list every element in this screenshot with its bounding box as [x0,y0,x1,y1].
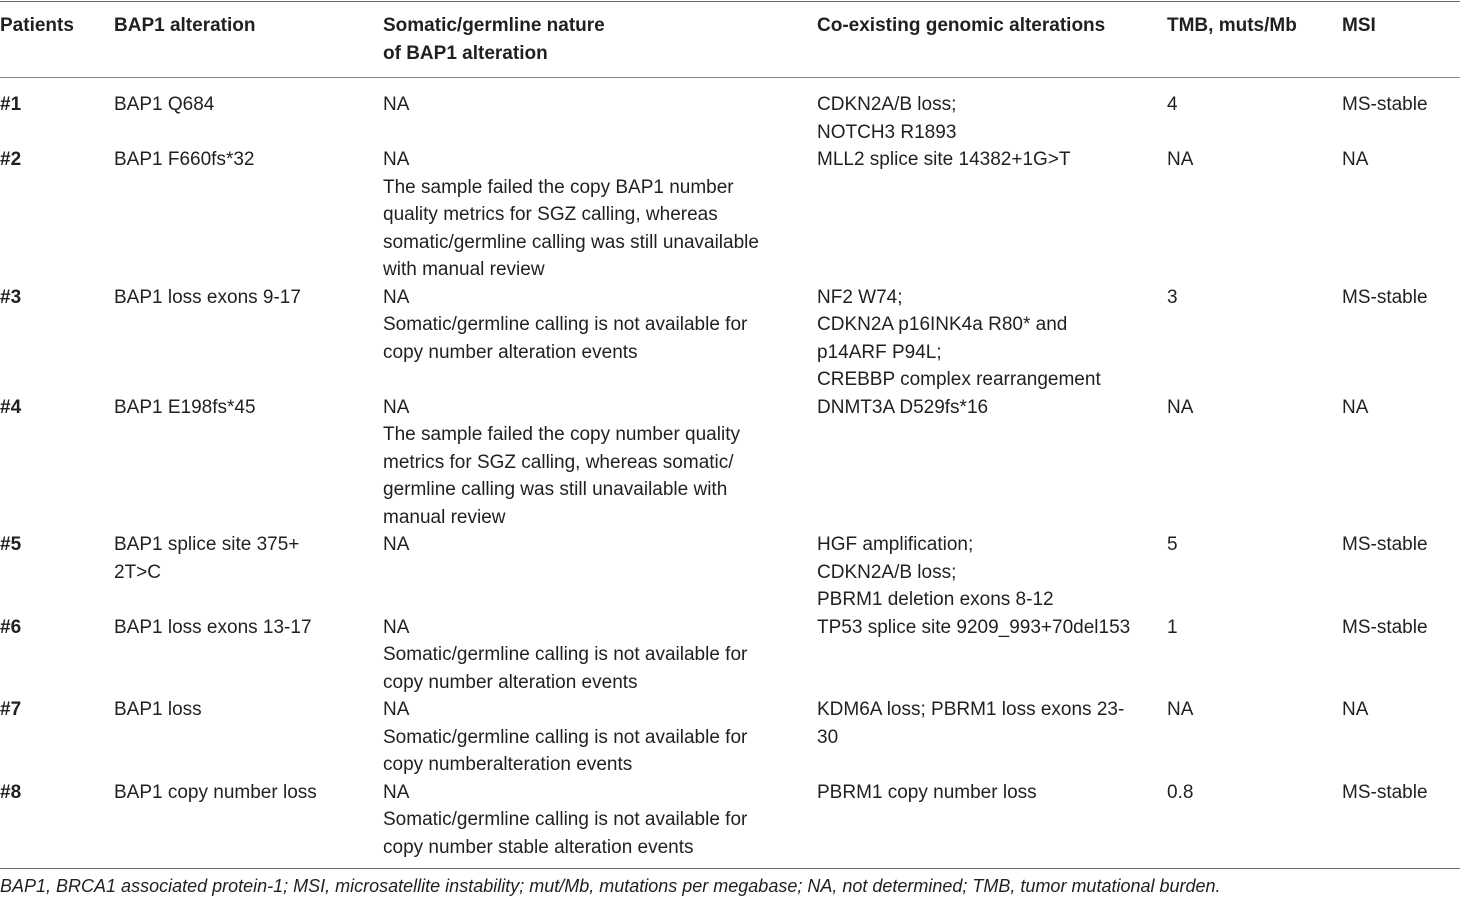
cell-somatic-line: Somatic/germline calling is not available for [383,809,748,830]
cell-msi: NA [1342,699,1369,720]
cell-somatic-line: somatic/germline calling was still unavailable [383,231,759,253]
cell-tmb: 0.8 [1167,781,1194,803]
cell-coexisting [817,78,1167,146]
table-header [0,0,1460,78]
cell-somatic-line: manual review [383,506,506,528]
cell-coexisting [817,284,1167,394]
cell-somatic-line: NA [383,616,410,638]
cell-bap1-line: BAP1 Q684 [114,94,215,115]
cell-tmb: NA [1167,699,1194,720]
cell-somatic-line: NA [383,286,410,308]
cell-coexisting-line: CREBBP complex rearrangement [817,369,1101,390]
cell-coexisting [817,696,1167,779]
cell-msi: MS-stable [1342,94,1428,115]
cell-tmb: 3 [1167,286,1178,308]
cell-patient: #4 [0,396,22,418]
table-row [0,696,1460,779]
cell-bap1 [114,78,383,146]
cell-coexisting-line: NOTCH3 R1893 [817,121,957,143]
table-row [0,78,1460,146]
cell-somatic-line: NA [383,396,410,418]
cell-coexisting [817,779,1167,862]
table-row [0,146,1460,284]
cell-bap1-line: BAP1 copy number loss [114,781,317,803]
header-tmb: TMB, muts/Mb [1167,15,1297,36]
cell-bap1-line: BAP1 F660fs*32 [114,149,255,170]
cell-patient: #7 [0,699,22,720]
cell-coexisting-line: CDKN2A/B loss; [817,94,957,115]
cell-somatic-line: copy number alteration events [383,671,638,693]
cell-bap1-line: 2T>C [114,561,161,583]
cell-bap1 [114,779,383,862]
cell-somatic-line: with manual review [383,259,545,280]
cell-somatic [383,78,817,146]
cell-coexisting-line: HGF amplification; [817,534,974,555]
cell-coexisting-line: p14ARF P94L; [817,341,942,363]
header-coexisting: Co-existing genomic alterations [817,15,1106,36]
cell-somatic-line: The sample failed the copy number quality [383,424,740,445]
cell-coexisting-line: NF2 W74; [817,286,903,308]
cell-somatic-line: Somatic/germline calling is not available for [383,644,748,665]
cell-bap1 [114,284,383,394]
cell-bap1-line: BAP1 loss exons 9-17 [114,286,301,308]
cell-patient: #3 [0,286,22,308]
cell-bap1 [114,614,383,697]
cell-coexisting [817,531,1167,614]
cell-somatic-line: copy number stable alteration events [383,836,694,858]
cell-coexisting-line: KDM6A loss; PBRM1 loss exons 23- [817,699,1125,720]
cell-somatic-line: NA [383,534,410,555]
cell-coexisting-line: CDKN2A/B loss; [817,561,957,583]
header-somatic-germline [383,0,817,78]
cell-bap1 [114,696,383,779]
cell-msi: MS-stable [1342,286,1428,308]
cell-coexisting-line: PBRM1 copy number loss [817,781,1037,803]
cell-bap1 [114,146,383,284]
table-footnote: BAP1, BRCA1 associated protein-1; MSI, microsatellite instability; mut/Mb, mutations per megabase; NA, not determined; TMB, tumor mutational burden. [0,876,1221,896]
cell-somatic-line: metrics for SGZ calling, whereas somatic/ [383,451,734,473]
cell-coexisting [817,614,1167,697]
table-row [0,779,1460,862]
cell-patient: #2 [0,149,22,170]
cell-somatic [383,696,817,779]
cell-somatic [383,146,817,284]
cell-somatic-line: NA [383,781,410,803]
cell-tmb: 4 [1167,94,1178,115]
cell-tmb: 5 [1167,534,1178,555]
cell-somatic-line: Somatic/germline calling is not available for [383,726,748,748]
cell-somatic-line: NA [383,94,410,115]
cell-somatic [383,394,817,532]
header-bap1-alteration: BAP1 alteration [114,15,256,36]
cell-msi: NA [1342,396,1369,418]
header-somatic-line2: of BAP1 alteration [383,42,548,64]
cell-coexisting-line: DNMT3A D529fs*16 [817,396,989,418]
cell-bap1-line: BAP1 loss [114,699,202,720]
cell-patient: #8 [0,781,22,803]
table-row [0,531,1460,614]
cell-bap1 [114,394,383,532]
cell-msi: MS-stable [1342,781,1428,803]
cell-somatic-line: The sample failed the copy BAP1 number [383,176,734,198]
cell-somatic [383,614,817,697]
cell-coexisting [817,394,1167,532]
cell-patient: #6 [0,616,22,638]
cell-coexisting-line: PBRM1 deletion exons 8-12 [817,589,1054,610]
cell-somatic-line: Somatic/germline calling is not available for [383,314,748,335]
table-body [0,78,1460,861]
cell-tmb: NA [1167,149,1194,170]
cell-somatic [383,779,817,862]
cell-patient: #5 [0,534,22,555]
cell-somatic [383,284,817,394]
header-somatic-line1: Somatic/germline nature [383,15,605,36]
table-row [0,394,1460,532]
cell-somatic-line: copy number alteration events [383,341,638,363]
table-bottom-rule [0,868,1460,869]
cell-msi: NA [1342,149,1369,170]
cell-somatic-line: quality metrics for SGZ calling, whereas [383,204,718,225]
cell-tmb: 1 [1167,616,1178,638]
cell-coexisting-line: MLL2 splice site 14382+1G>T [817,149,1071,170]
cell-coexisting-line: CDKN2A p16INK4a R80* and [817,314,1068,335]
cell-somatic-line: copy numberalteration events [383,754,633,775]
cell-coexisting [817,146,1167,284]
cell-coexisting-line: 30 [817,726,839,748]
cell-bap1-line: BAP1 loss exons 13-17 [114,616,312,638]
cell-bap1-line: BAP1 E198fs*45 [114,396,256,418]
cell-msi: MS-stable [1342,616,1428,638]
cell-patient: #1 [0,94,22,115]
cell-somatic-line: germline calling was still unavailable with [383,479,728,500]
table-row [0,284,1460,394]
cell-somatic [383,531,817,614]
header-patients: Patients [0,15,74,36]
header-row [0,0,1460,78]
cell-msi: MS-stable [1342,534,1428,555]
cell-somatic-line: NA [383,149,410,170]
cell-tmb: NA [1167,396,1194,418]
cell-bap1 [114,531,383,614]
table-row [0,614,1460,697]
cell-somatic-line: NA [383,699,410,720]
cell-coexisting-line: TP53 splice site 9209_993+70del153 [817,616,1131,638]
cell-bap1-line: BAP1 splice site 375+ [114,534,300,555]
header-msi: MSI [1342,15,1376,36]
